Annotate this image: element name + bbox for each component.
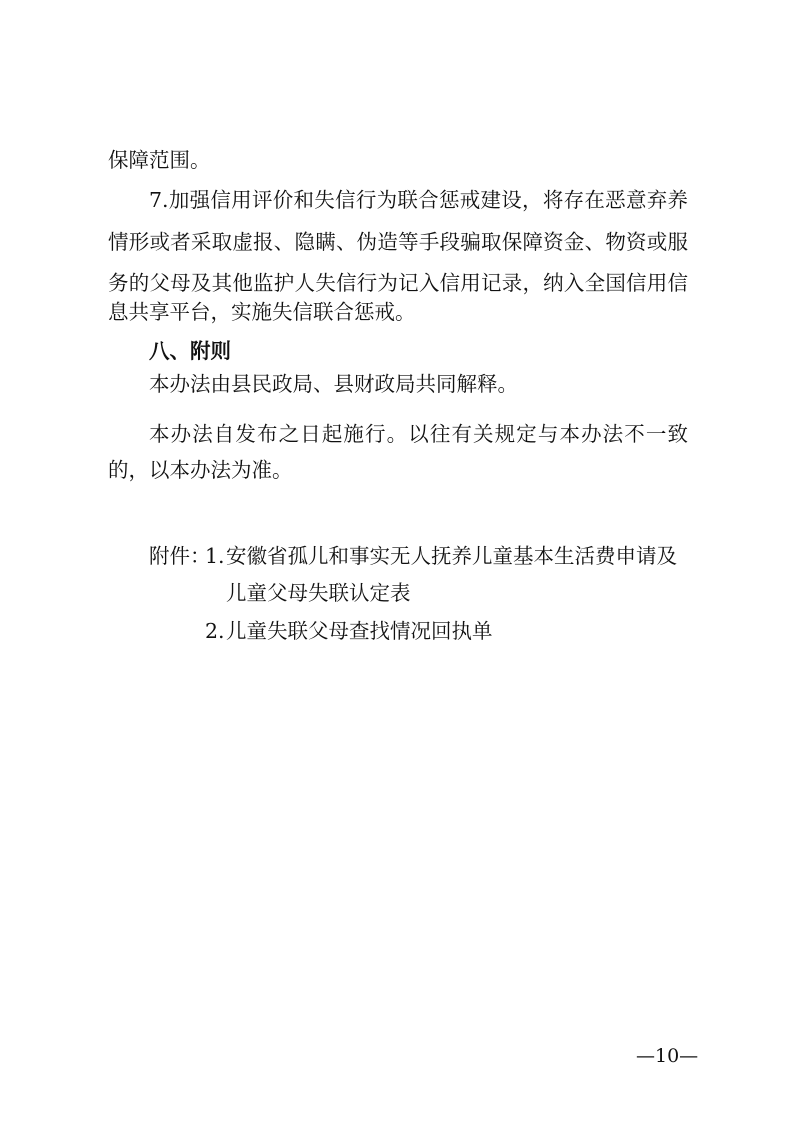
body-line-1: 保障范围。 [108,148,211,172]
section-line-3: 的，以本办法为准。 [108,458,293,482]
attachment-1-text-line1: 安徽省孤儿和事实无人抚养儿童基本生活费申请及 [226,544,677,568]
body-line-4: 务的父母及其他监护人失信行为记入信用记录，纳入全国信用信 [108,271,688,295]
section-line-2: 本办法自发布之日起施行。以往有关规定与本办法不一致 [149,422,688,446]
attachment-1-text-line2: 儿童父母失联认定表 [226,581,411,605]
attachment-2-number: 2. [205,619,225,643]
attachments-label: 附件： [149,544,211,568]
body-line-3: 情形或者采取虚报、隐瞒、伪造等手段骗取保障资金、物资或服 [108,230,688,254]
body-line-5: 息共享平台，实施失信联合惩戒。 [108,300,416,324]
attachment-2-text-line1: 儿童失联父母查找情况回执单 [226,619,493,643]
body-line-2: 7.加强信用评价和失信行为联合惩戒建设，将存在恶意弃养 [149,188,688,212]
page-number: —10— [636,1045,699,1067]
section-heading: 八、附则 [149,339,231,363]
attachment-1-number: 1. [205,544,225,568]
section-line-1: 本办法由县民政局、县财政局共同解释。 [149,372,518,396]
